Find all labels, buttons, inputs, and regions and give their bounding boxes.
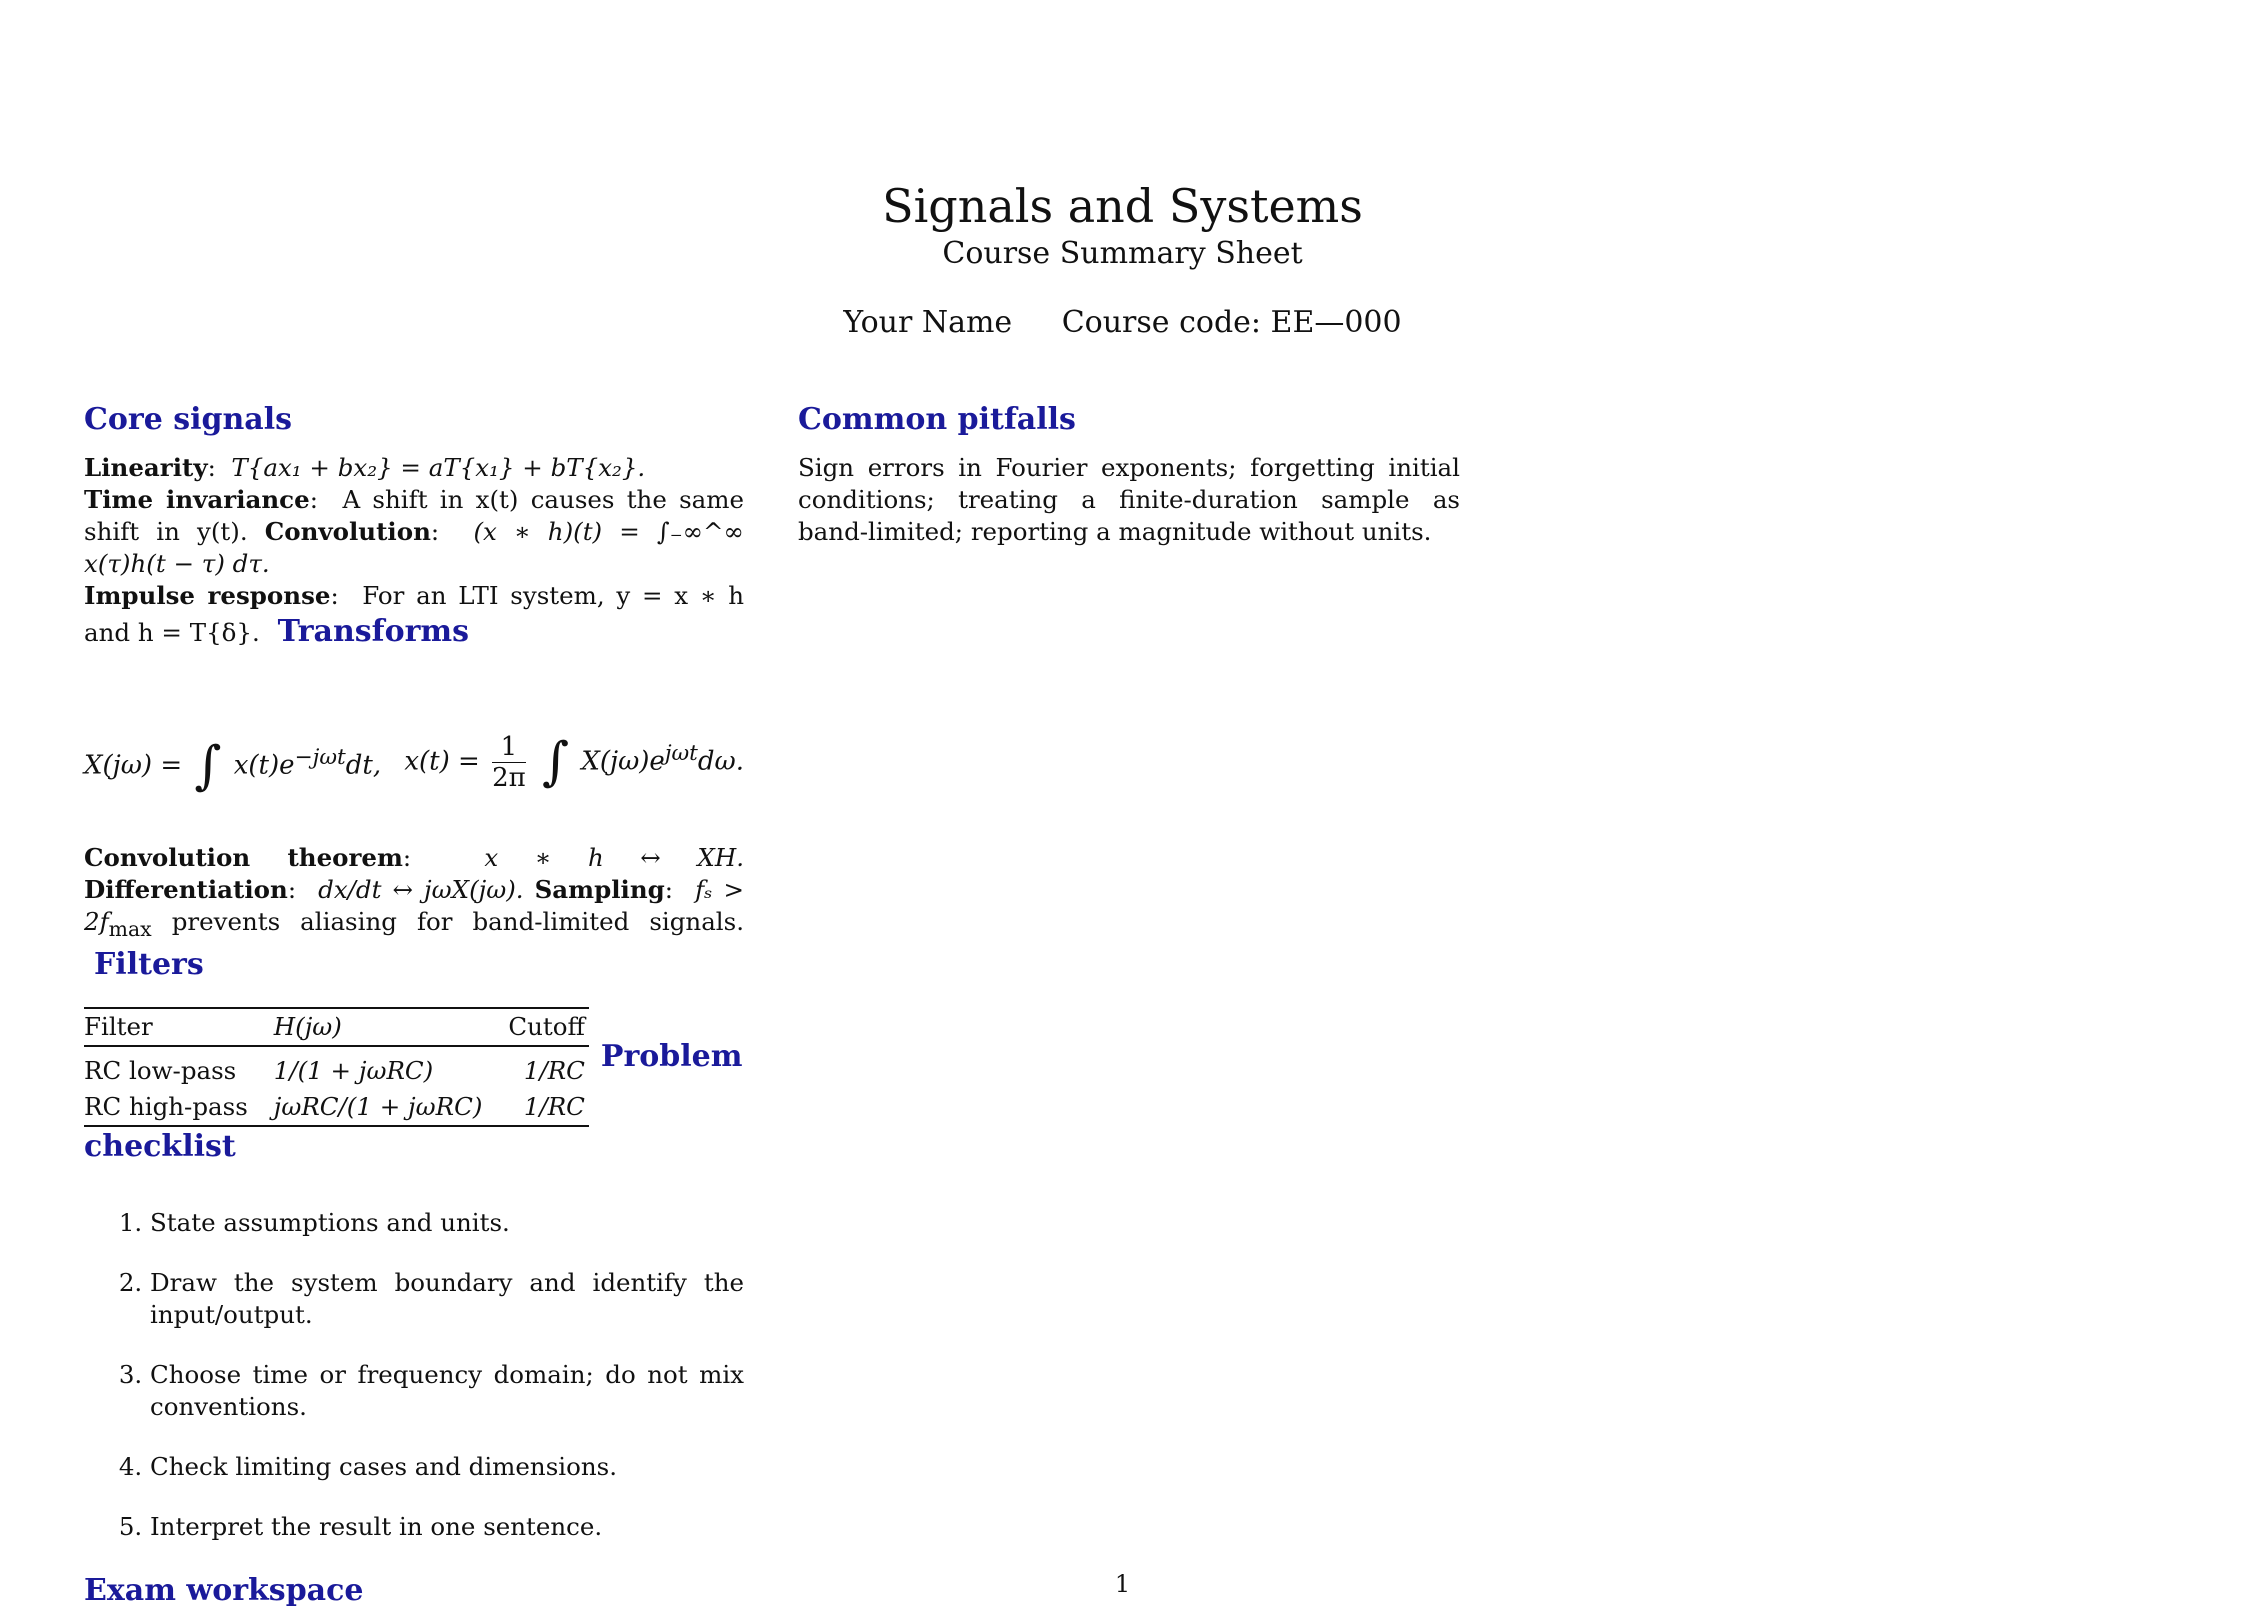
table-cell: 1/(1 + jωRC) <box>273 1055 434 1085</box>
linearity-label: Linearity <box>84 453 208 482</box>
column-header: Filter <box>84 1011 153 1041</box>
time-invariance-label: Time invariance <box>84 485 310 514</box>
convolution-formula: (x ∗ h)(t) = ∫₋∞^∞ x(τ)h(t − τ) dτ. <box>84 517 744 578</box>
integral-sign: ∫ <box>194 736 222 797</box>
problem-checklist-heading: Problem <box>600 1038 743 1074</box>
table-cell: 1/RC <box>523 1091 585 1121</box>
linearity-formula: T{ax₁ + bx₂} = aT{x₁} + bT{x₂}. <box>231 453 646 482</box>
integral-sign: ∫ <box>542 732 570 792</box>
convolution-theorem-text: x ∗ h ↔ XH. <box>484 843 744 872</box>
sampling-subscript: max <box>108 916 152 941</box>
forward-exponent: −jωt <box>294 744 346 770</box>
convolution-theorem-label: Convolution theorem <box>84 843 403 872</box>
problem-checklist-heading-continued: checklist <box>84 1128 236 1164</box>
impulse-response-label: Impulse response <box>84 581 331 610</box>
right-column <box>798 400 1460 548</box>
author-line <box>0 305 2245 340</box>
convolution-label: Convolution <box>264 517 431 546</box>
document-title: Signals and Systems <box>882 179 1363 233</box>
impulse-response-text: For an LTI system, y = x ∗ h and h = T{δ}. <box>84 581 744 647</box>
table-cell: 1/RC <box>523 1055 585 1085</box>
course-code: Course code: EE—000 <box>1061 305 1402 340</box>
common-pitfalls-text: Sign errors in Fourier exponents; forgetting initial conditions; treating a finite-duration sample as band-limited; reporting a magnitude without units. <box>798 453 1460 546</box>
forward-lhs: X(jω) = <box>84 750 183 781</box>
table-cell: RC high-pass <box>84 1091 248 1121</box>
common-pitfalls-heading: Common pitfalls <box>798 402 1076 437</box>
sampling-label: Sampling <box>534 875 665 904</box>
title-block <box>0 178 2245 272</box>
core-signals-heading: Core signals <box>84 402 293 437</box>
table-cell: RC low-pass <box>84 1055 237 1085</box>
fraction <box>492 732 526 793</box>
document-subtitle: Course Summary Sheet <box>942 236 1303 271</box>
table-cell: jωRC/(1 + jωRC) <box>273 1091 483 1121</box>
transforms-heading: Transforms <box>277 614 470 649</box>
left-column <box>84 400 744 1611</box>
inverse-lhs: x(t) = <box>404 746 480 776</box>
table-header-row <box>84 1008 589 1046</box>
time-invariance-text: A shift in x(t) causes the same shift in y(t). <box>84 485 745 546</box>
inverse-integrand: X(jω)e <box>581 746 665 776</box>
list-item: 3. Choose time or frequency domain; do not mix conventions. <box>150 1359 744 1423</box>
filters-table-wrap <box>84 1007 744 1127</box>
transforms-paragraph: Convolution theorem: x ∗ h ↔ XH. Differentiation: dx/dt ↔ jωX(jω). Sampling: $f_s > 2f_{max}$ prevents aliasing for band-limited signals. Filters <box>84 843 744 982</box>
differentiation-label: Differentiation <box>84 875 288 904</box>
inverse-differential: dω. <box>697 746 744 776</box>
page-number: 1 <box>1114 1570 1131 1598</box>
filters-table <box>84 1007 589 1127</box>
differentiation-text: dx/dt ↔ jωX(jω). <box>318 875 524 904</box>
inverse-exponent: jωt <box>664 740 698 766</box>
table-row <box>84 1089 589 1126</box>
sampling-text: prevents aliasing for band-limited signals. <box>171 907 744 936</box>
list-item: 1. State assumptions and units. <box>150 1207 744 1239</box>
exam-workspace-heading: Exam workspace <box>84 1572 364 1608</box>
sampling-formula: fₛ > 2f <box>84 875 744 936</box>
list-item: 4. Check limiting cases and dimensions. <box>150 1451 744 1483</box>
core-signals-paragraph: Linearity: T{ax₁ + bx₂} = aT{x₁} + bT{x₂}. Time invariance: A shift in x(t) causes the same shift in y(t). Convolution: (x ∗ h)(t) = ∫₋∞^∞ x(τ)h(t − τ) dτ. Impulse response: For an LTI system, y = x ∗ h and h = T{δ}. Transforms <box>84 453 745 649</box>
fraction-numerator: 1 <box>492 732 526 763</box>
forward-transform-equation <box>84 736 382 797</box>
author-name: Your Name <box>843 305 1013 340</box>
list-item: 2. Draw the system boundary and identify the input/output. <box>150 1267 744 1331</box>
forward-integrand: x(t)e <box>233 750 295 781</box>
forward-differential: dt, <box>345 750 382 781</box>
column-header: H(jω) <box>273 1011 342 1041</box>
fraction-denominator: 2π <box>492 762 526 793</box>
table-row <box>84 1046 589 1089</box>
filters-heading: Filters <box>94 946 204 982</box>
problem-checklist <box>84 1207 744 1543</box>
inverse-transform-equation <box>404 732 744 793</box>
fourier-equations <box>84 722 744 802</box>
list-item: 5. Interpret the result in one sentence. <box>150 1511 744 1543</box>
column-header: Cutoff <box>508 1011 585 1041</box>
